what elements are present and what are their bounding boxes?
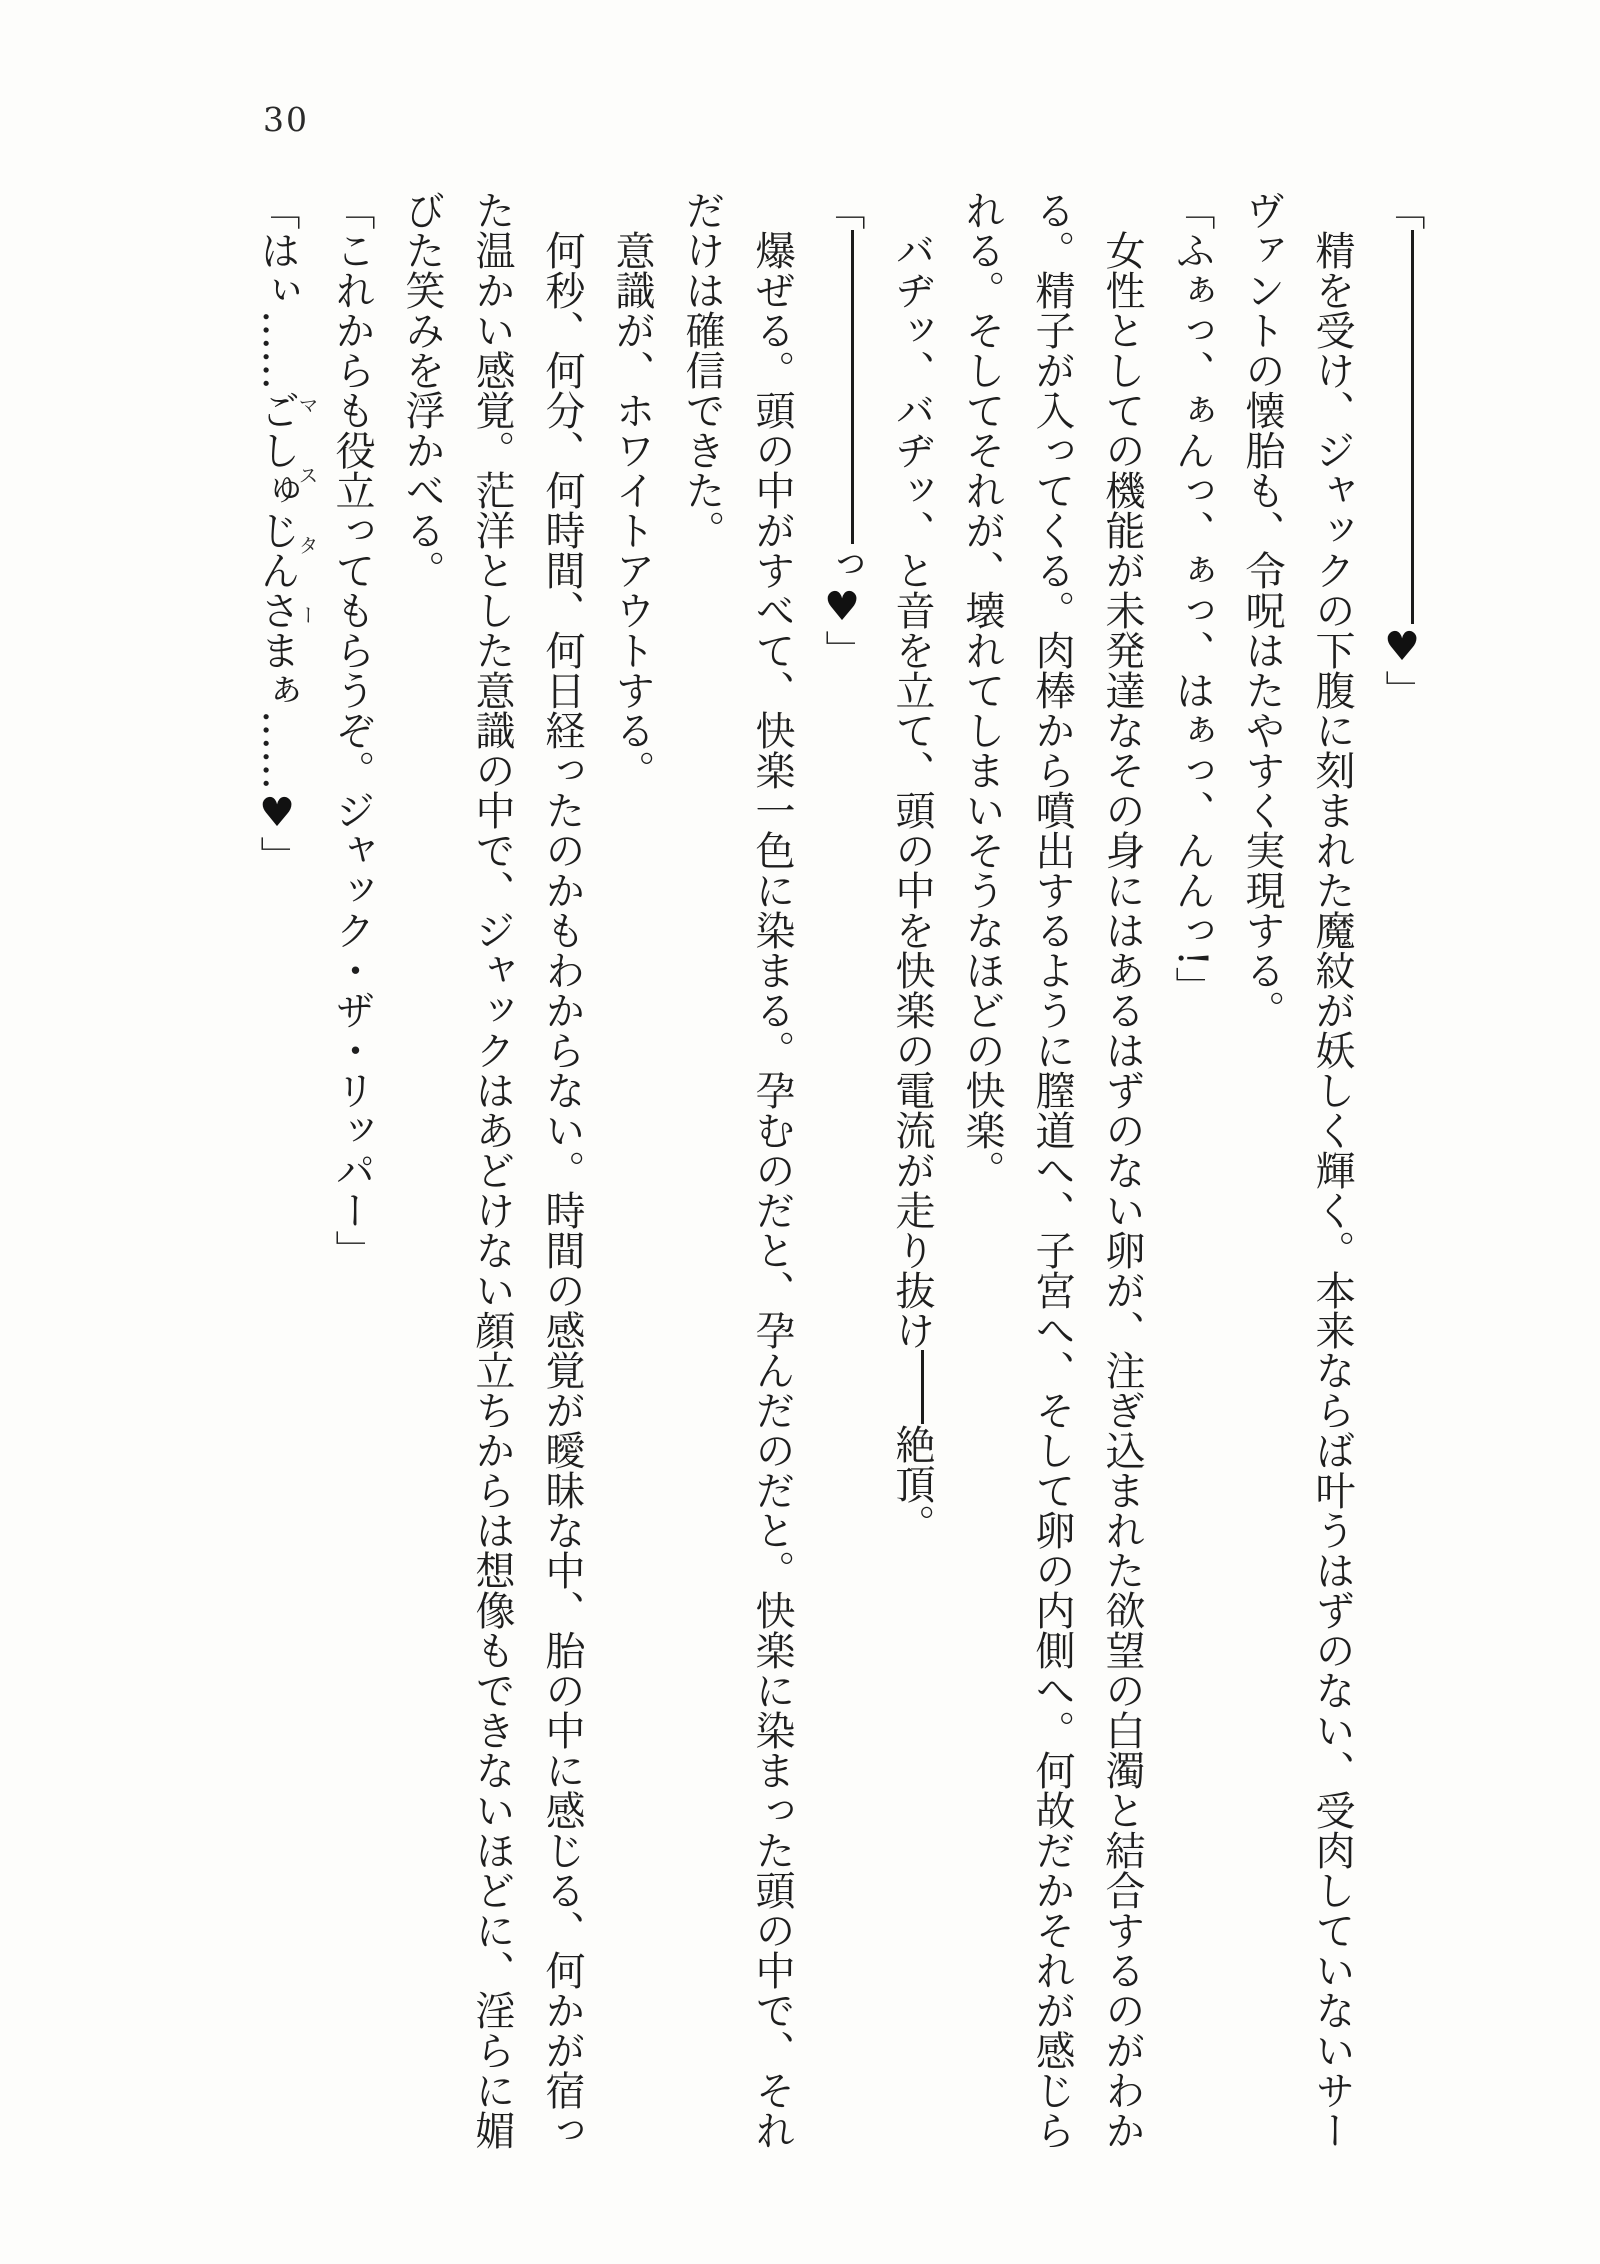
text-column-9: 「っ♥」 xyxy=(819,190,865,670)
text-column-1: 「♥」 xyxy=(1379,190,1425,710)
long-dash-line xyxy=(921,1350,924,1424)
ruby-annotation: ごしゅじんさまマスター xyxy=(254,390,319,670)
text-column-6: る。精子が入ってくる。肉棒から噴出するように膣道へ、子宮へ、そして卵の内側へ。何故だかそれが感じら xyxy=(1029,190,1075,2150)
text-column-11: だけは確信できた。 xyxy=(679,190,725,550)
text-column-3: ヴァントの懐胎も、令呪はたやすく実現する。 xyxy=(1239,190,1285,1030)
long-dash-line xyxy=(851,230,854,544)
text-column-7: れる。そしてそれが、壊れてしまいそうなほどの快楽。 xyxy=(959,190,1005,1190)
heart-icon: ♥ xyxy=(1379,624,1425,670)
long-dash-line xyxy=(1411,230,1414,624)
page-number: 30 xyxy=(263,100,309,139)
text-column-13: 何秒、何分、何時間、何日経ったのかもわからない。時間の感覚が曖昧な中、胎の中に感じる、何かが宿っ xyxy=(539,230,585,2150)
heart-icon: ♥ xyxy=(819,584,865,630)
text-column-14: た温かい感覚。茫洋とした意識の中で、ジャックはあどけない顔立ちからは想像もできないほどに、淫らに媚 xyxy=(469,190,515,2150)
text-column-16: 「これからも役立ってもらうぞ。ジャック・ザ・リッパー」 xyxy=(329,190,375,1270)
text-column-12: 意識が、ホワイトアウトする。 xyxy=(609,230,655,790)
heart-icon: ♥ xyxy=(254,790,300,836)
text-column-2: 精を受け、ジャックの下腹に刻まれた魔紋が妖しく輝く。本来ならば叶うはずのない、受肉していないサー xyxy=(1309,230,1355,2150)
text-column-17: 「はぃ……ごしゅじんさまマスターぁ……♥」 xyxy=(254,190,319,876)
text-column-15: びた笑みを浮かべる。 xyxy=(399,190,445,590)
text-column-4: 「ふぁっ、ぁんっ、ぁっ、はぁっ、んんっ!」 xyxy=(1169,190,1215,1007)
text-column-5: 女性としての機能が未発達なその身にはあるはずのない卵が、注ぎ込まれた欲望の白濁と結合するのがわか xyxy=(1099,230,1145,2150)
text-column-10: 爆ぜる。頭の中がすべて、快楽一色に染まる。孕むのだと、孕んだのだと。快楽に染まった頭の中で、それ xyxy=(749,230,795,2150)
text-column-8: バヂッ、バヂッ、と音を立て、頭の中を快楽の電流が走り抜け絶頂。 xyxy=(889,230,935,1544)
